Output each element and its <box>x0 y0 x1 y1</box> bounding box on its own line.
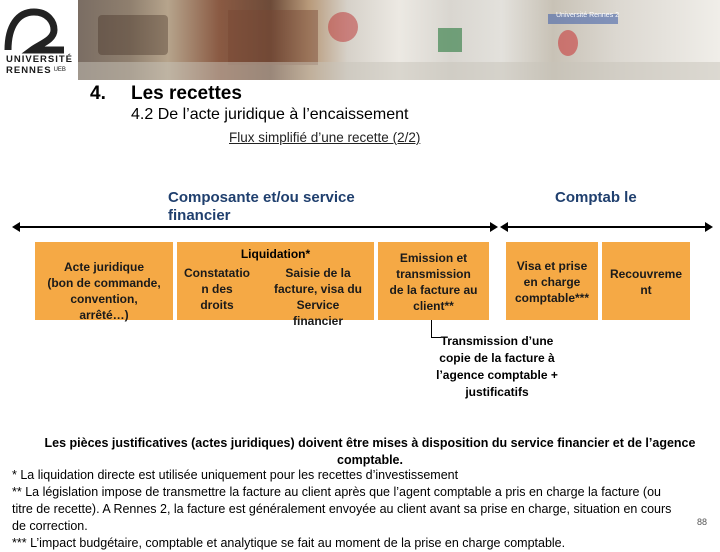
section-heading-composante: Composante et/ou service financier <box>168 189 355 224</box>
box-emission: Emission et transmission de la facture au client** <box>378 242 489 320</box>
header-photo-banner <box>78 0 720 80</box>
box-visa-prise-en-charge: Visa et prise en charge comptable*** <box>506 242 598 320</box>
university-logo <box>0 0 78 80</box>
footnote-liquidation: * La liquidation directe est utilisée uniquement pour les recettes d’investissement <box>12 468 459 482</box>
box-saisie-facture: Saisie de la facture, visa du Service financier <box>273 266 363 328</box>
page-title: Les recettes <box>131 83 242 104</box>
page-subtitle: 4.2 De l’acte juridique à l’encaissement <box>131 106 409 123</box>
footnote-impact: *** L’impact budgétaire, comptable et analytique se fait au moment de la prise en charge comptable. <box>12 536 566 550</box>
section-heading-comptable: Comptab le <box>555 189 637 206</box>
logo-mark-icon <box>4 6 72 54</box>
arrow-right-head-icon <box>705 222 713 232</box>
box-recouvrement: Recouvreme nt <box>602 242 690 320</box>
page-number: 88 <box>696 517 707 527</box>
box-constatation: Constatatio n des droits <box>184 266 250 312</box>
banner-sign-text: Université Rennes 2 <box>556 12 620 19</box>
arrow-right-line <box>506 226 708 228</box>
box-acte-juridique: Acte juridique (bon de commande, convention, arrêté…) <box>35 242 173 320</box>
section-number: 4. <box>90 83 106 104</box>
flux-caption: Flux simplifié d’une recette (2/2) <box>229 130 421 145</box>
footnote-legislation: ** La législation impose de transmettre la facture au client après que l’agent comptable a pris en charge la facture (ou titre de recette). A Rennes 2, la facture est généralement envoyée au client avant sa prise en charge, situation en cours de correction. <box>12 485 672 533</box>
arrow-right-head-icon <box>490 222 498 232</box>
justification-paragraph: Les pièces justificatives (actes juridiques) doivent être mises à disposition du service financier et de l’agence comptable. <box>44 436 696 467</box>
arrow-left-line <box>18 226 492 228</box>
logo-text: UNIVERSITÉ RENNES UEB <box>6 54 74 77</box>
liquidation-title: Liquidation* <box>240 247 311 261</box>
transmission-note: Transmission d’une copie de la facture à l’agence comptable + justificatifs <box>436 334 558 399</box>
